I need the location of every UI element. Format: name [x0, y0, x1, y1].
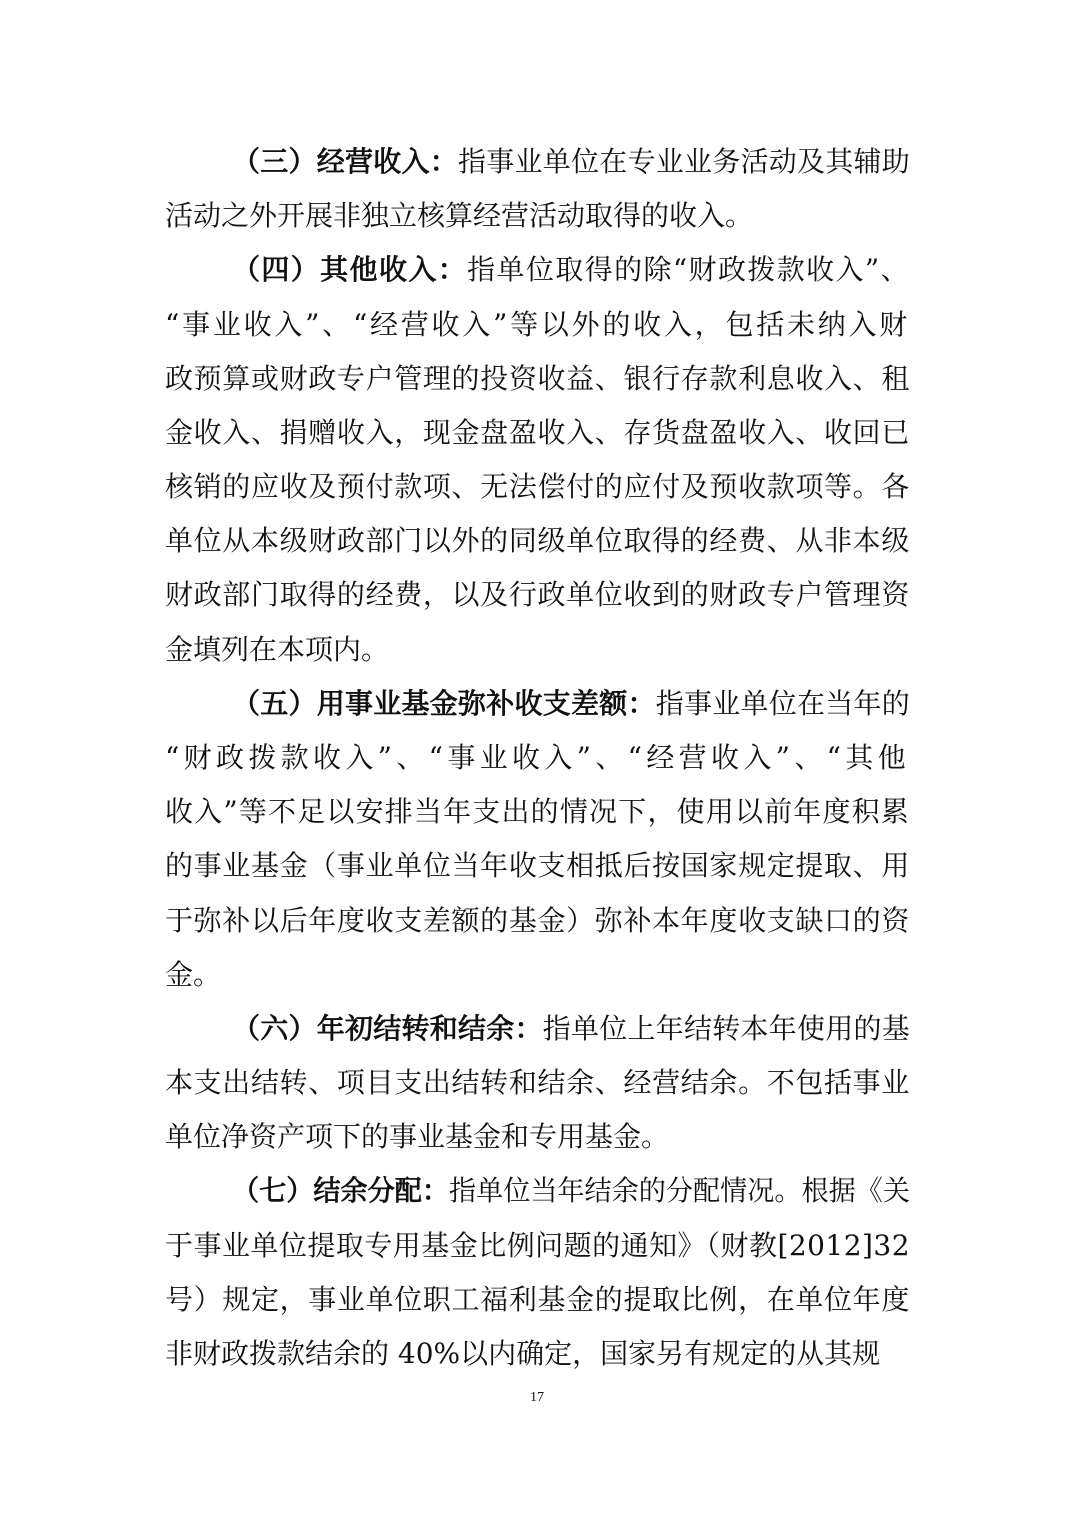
line-text: 收入”等不足以安排当年支出的情况下，使用以前年度积累 — [165, 795, 910, 829]
page-number: 17 — [530, 1390, 544, 1405]
section-heading: （五）用事业基金弥补收支差额： — [232, 686, 656, 720]
section-heading: （六）年初结转和结余： — [232, 1011, 543, 1045]
text-line — [165, 1332, 910, 1376]
text-line-content — [165, 953, 221, 997]
text-line — [232, 140, 910, 184]
line-text: 指单位当年结余的分配情况。根据《关 — [448, 1174, 910, 1208]
text-line — [232, 248, 910, 292]
text-line-content — [232, 140, 910, 184]
text-line — [165, 411, 910, 455]
line-text: 财政部门取得的经费，以及行政单位收到的财政专户管理资 — [165, 578, 910, 612]
text-line-content — [165, 628, 389, 672]
text-line — [165, 953, 910, 997]
text-line-content — [165, 465, 910, 509]
text-line — [165, 790, 910, 834]
text-line-content — [165, 1061, 910, 1105]
text-line-content — [165, 194, 753, 238]
text-line-content — [165, 519, 910, 563]
text-line-content — [165, 357, 910, 401]
text-line — [165, 573, 910, 617]
text-line-content — [165, 899, 910, 943]
text-line — [165, 303, 910, 347]
line-text: 核销的应收及预付款项、无法偿付的应付及预收款项等。各 — [165, 470, 910, 504]
text-line-content — [165, 1224, 910, 1268]
section-heading: （四）其他收入： — [232, 253, 468, 287]
line-text: 指单位取得的除“财政拨款收入”、 — [467, 253, 910, 287]
text-line-content — [165, 411, 910, 455]
line-text: 指事业单位在当年的 — [655, 686, 910, 720]
text-line — [232, 1007, 910, 1051]
text-line-content — [232, 682, 910, 726]
text-line-content — [232, 1007, 910, 1051]
text-line — [232, 1169, 910, 1213]
line-text: 指单位上年结转本年使用的基 — [542, 1011, 910, 1045]
section-heading: （七）结余分配： — [232, 1174, 449, 1208]
text-line — [165, 899, 910, 943]
line-text: 单位净资产项下的事业基金和专用基金。 — [165, 1120, 670, 1154]
text-line-content — [165, 790, 910, 834]
text-line — [165, 628, 910, 672]
text-line — [165, 519, 910, 563]
text-line — [165, 1224, 910, 1268]
line-text: 本支出结转、项目支出结转和结余、经营结余。不包括事业 — [165, 1066, 910, 1100]
section-heading: （三）经营收入： — [232, 145, 458, 178]
line-text: “事业收入”、“经营收入”等以外的收入，包括未纳入财 — [165, 307, 910, 341]
text-line-content — [165, 844, 910, 888]
text-line — [165, 1115, 910, 1159]
text-line — [165, 465, 910, 509]
line-text: 金填列在本项内。 — [165, 632, 390, 666]
line-text: “财政拨款收入”、“事业收入”、“经营收入”、“其他 — [165, 740, 910, 774]
text-line-content — [165, 736, 910, 780]
line-text: 非财政拨款结余的 40%以内确定，国家另有规定的从其规 — [165, 1336, 881, 1370]
line-text: 单位从本级财政部门以外的同级单位取得的经费、从非本级 — [165, 524, 910, 558]
text-line — [165, 1061, 910, 1105]
line-text: 金。 — [165, 957, 222, 991]
text-line-content — [165, 573, 910, 617]
text-line — [165, 1278, 910, 1322]
line-text: 于弥补以后年度收支差额的基金）弥补本年度收支缺口的资 — [165, 903, 910, 937]
text-line — [232, 682, 910, 726]
text-line — [165, 844, 910, 888]
line-text: 指事业单位在专业业务活动及其辅助 — [458, 145, 910, 178]
text-line-content — [165, 303, 910, 347]
text-line-content — [232, 248, 910, 292]
text-line-content — [232, 1169, 910, 1213]
text-line — [165, 357, 910, 401]
text-line-content — [165, 1278, 910, 1322]
line-text: 活动之外开展非独立核算经营活动取得的收入。 — [165, 199, 754, 233]
text-line — [165, 194, 910, 238]
line-text: 于事业单位提取专用基金比例问题的通知》（财教[2012]32 — [165, 1228, 910, 1262]
text-line-content — [165, 1115, 669, 1159]
text-line — [165, 736, 910, 780]
line-text: 政预算或财政专户管理的投资收益、银行存款利息收入、租 — [165, 361, 910, 395]
line-text: 的事业基金（事业单位当年收支相抵后按国家规定提取、用 — [165, 849, 910, 883]
line-text: 号）规定，事业单位职工福利基金的提取比例，在单位年度 — [165, 1282, 910, 1316]
text-line-content — [165, 1332, 880, 1376]
line-text: 金收入、捐赠收入，现金盘盈收入、存货盘盈收入、收回已 — [165, 415, 910, 449]
